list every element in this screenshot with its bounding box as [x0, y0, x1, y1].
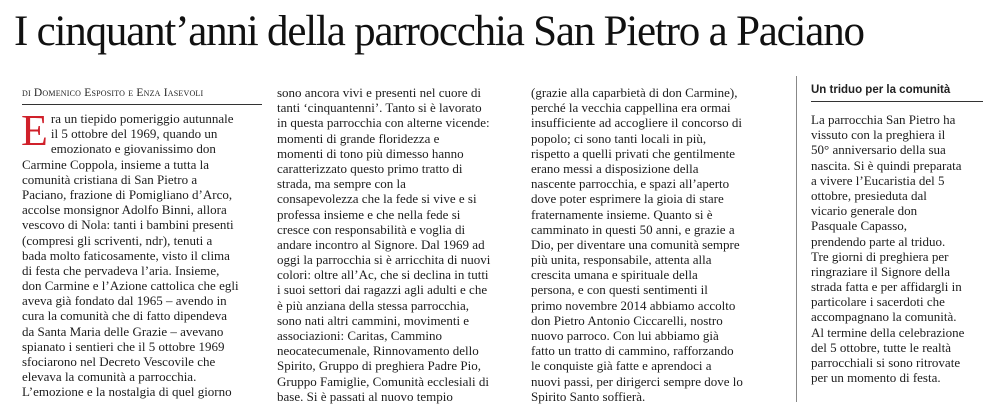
text-line: nascita. Si è quindi preparata [811, 157, 962, 173]
text-line: popolo; ci sono tanti locali in più, [531, 130, 707, 146]
text-line: persona, e con questi sentimenti il [531, 282, 708, 298]
text-line: Spirito Santo soffierà. [531, 388, 646, 404]
text-line: consapevolezza che la fede si vive e si [277, 191, 477, 207]
text-line: nuovi passi, per dirigerci sempre dove lo [531, 373, 743, 389]
text-line: rispetto a quelli privati che gentilmente [531, 145, 735, 161]
text-line: a vivere l’Eucaristia del 5 [811, 172, 945, 188]
text-line: cura la comunità che di fatto dipendeva [22, 308, 228, 324]
text-line: professa insieme e che nella fede si [277, 206, 461, 222]
headline: I cinquant’anni della parrocchia San Pietro a Paciano [14, 8, 864, 55]
byline: di Domenico Esposito e Enza Iasevoli [22, 87, 204, 99]
text-line: per un momento di festa. [811, 370, 941, 386]
sidebar-title: Un triduo per la comunità [811, 84, 951, 96]
text-line: dove poter esprimere la gioia di stare [531, 191, 724, 207]
sidebar-rule [811, 101, 983, 102]
text-line: strada fatta e per affidargli in [811, 279, 962, 295]
sidebar-box [796, 76, 987, 402]
text-line: le conquiste già fatte e aprendoci a [531, 358, 712, 374]
text-line: Paciano, frazione di Pomigliano d’Arco, [22, 186, 233, 202]
byline-rule [22, 104, 262, 105]
text-line: primo novembre 2014 abbiamo accolto [531, 297, 736, 313]
text-line: insufficiente ad accogliere il concorso di [531, 115, 742, 131]
text-line: cresce con responsabilità e voglia di [277, 221, 466, 237]
text-line: (grazie alla caparbietà di don Carmine), [531, 85, 738, 100]
text-line: momenti di tono più dimesso hanno [277, 145, 464, 161]
text-line: spianato i sentieri che il 5 ottobre 1969 [22, 338, 225, 354]
text-line: tanti ‘cinquantenni’. Tanto si è lavorato [277, 100, 482, 116]
text-line: fraternamente insieme. Quanto si è [531, 206, 713, 222]
text-line: sfociarono nel Decreto Vescovile che [22, 354, 216, 369]
text-line: fatto un tratto di cammino, rafforzando [531, 343, 734, 359]
text-line: ra un tiepido pomeriggio autunnale [50, 111, 234, 126]
text-line: ringraziare il Signore della [811, 263, 950, 279]
text-line: colori: oltre all’Ac, che si declina in tutti [277, 267, 489, 283]
text-line: base. Si è passati al nuovo tempio [277, 388, 453, 404]
article-column-3 [531, 85, 781, 404]
drop-cap: E [21, 106, 48, 155]
text-line: il 5 ottobre del 1969, quando un [50, 126, 218, 142]
text-line: ottobre, presieduta dal [811, 187, 927, 203]
text-line: (compresi gli scriventi, ndr), tenuti a [22, 232, 213, 248]
text-line: aveva già fondato dal 1965 – avendo in [22, 293, 227, 309]
text-line: perché la vecchia cappellina era ormai [531, 100, 731, 116]
text-line: vescovo di Nola: tanti i bambini presenti [22, 217, 234, 233]
text-line: camminato in questi 50 anni, e grazie a [531, 221, 735, 237]
text-line: associazioni: Caritas, Cammino [277, 328, 442, 343]
text-line: emozionato e giovanissimo don [50, 141, 216, 157]
text-line: Dio, per diventare una comunità sempre [531, 236, 740, 252]
text-line: vicario generale don [811, 203, 918, 219]
text-line: neocatecumenale, Rinnovamento dello [277, 343, 479, 359]
text-line: crescita umana e spirituale della [531, 267, 698, 283]
text-line: 50° anniversario della sua [811, 142, 946, 158]
text-line: in questa parrocchia con alterne vicende: [277, 115, 490, 131]
article-column-1 [21, 106, 272, 400]
sidebar-text [811, 112, 987, 385]
text-line: vissuto con la preghiera il [811, 127, 946, 143]
text-line: L’emozione e la nostalgia di quel giorno [22, 384, 232, 400]
text-line: don Carmine e l’Azione cattolica che egli [22, 278, 239, 294]
text-line: nuovo parroco. Con lui abbiamo già [531, 328, 719, 343]
text-line: parrocchiali si sono ritrovate [811, 355, 961, 370]
text-line: prendendo parte al triduo. [811, 233, 946, 249]
text-line: oggi la parrocchia si è arricchita di nuovi [277, 252, 491, 268]
text-line: particolare i sacerdoti che [811, 294, 945, 310]
text-line: Al termine della celebrazione [811, 324, 965, 340]
text-line: accolse monsignor Adolfo Binni, allora [22, 202, 227, 218]
text-line: elevava la comunità a parrocchia. [22, 369, 197, 385]
text-line: da Santa Maria delle Grazie – avevano [22, 323, 224, 339]
text-line: don Pietro Antonio Ciccarelli, nostro [531, 312, 723, 328]
text-line: i suoi settori dai ragazzi agli adulti e che [277, 282, 488, 298]
text-line: Carmine Coppola, insieme a tutta la [22, 156, 210, 172]
text-line: comunità cristiana di San Pietro a [22, 171, 198, 187]
text-line: Spirito, Gruppo di preghiera Padre Pio, [277, 358, 481, 374]
text-line: andare incontro al Signore. Dal 1969 ad [277, 236, 485, 252]
text-line: di festa che pervadeva l’aria. Insieme, [22, 262, 220, 278]
text-line: accompagnano la comunità. [811, 309, 957, 325]
text-line: Pasquale Capasso, [811, 218, 908, 234]
text-line: sono ancora vivi e presenti nel cuore di [277, 85, 481, 100]
text-line: bada molto faticosamente, visto il clima [22, 247, 230, 263]
text-line: erano messi a disposizione della [531, 160, 699, 176]
text-line: momenti di grande floridezza e [277, 130, 440, 146]
text-line: del 5 ottobre, tutte le realtà [811, 339, 952, 355]
text-line: strada, ma sempre con la [277, 176, 406, 192]
text-line: Tre giorni di preghiera per [811, 248, 949, 264]
article-column-2 [277, 85, 527, 404]
text-line: caratterizzato questo primo tratto di [277, 160, 463, 176]
text-line: nascente parrocchia, e spazi all’aperto [531, 176, 730, 192]
text-line: Gruppo Famiglie, Comunità ecclesiali di [277, 373, 489, 389]
text-line: La parrocchia San Pietro ha [811, 112, 956, 127]
text-line: è più anziana della stessa parrocchia, [277, 297, 470, 313]
text-line: più unita, responsabile, attenta alla [531, 252, 712, 268]
text-line: sono nati altri cammini, movimenti e [277, 312, 470, 328]
